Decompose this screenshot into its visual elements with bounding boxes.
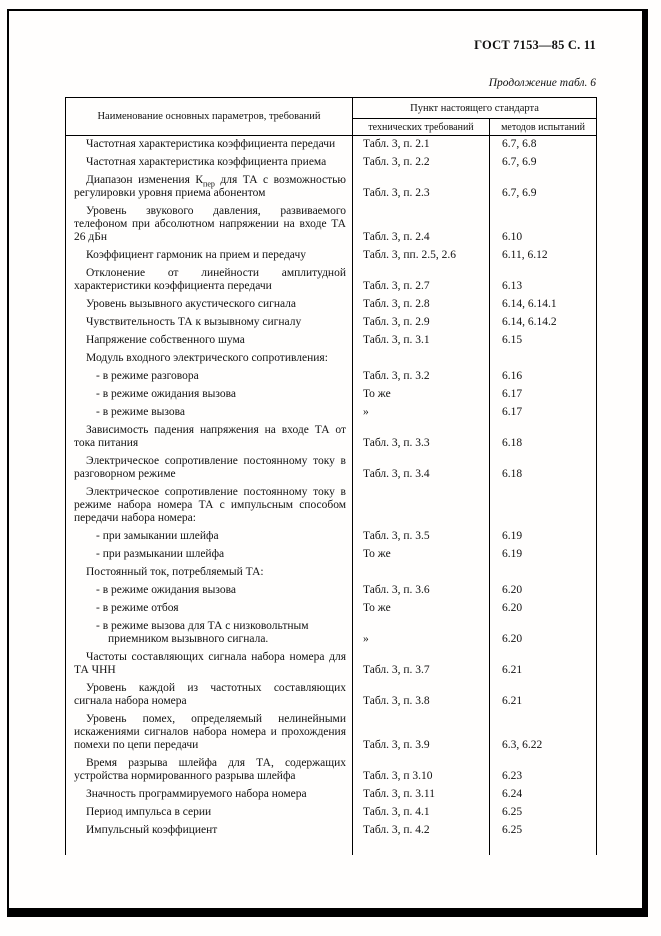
test-method-clause-cell: 6.17 — [490, 386, 597, 404]
param-name-cell: Частотная характеристика коэффициента приема — [66, 154, 353, 172]
test-method-clause-cell: 6.24 — [490, 786, 597, 804]
test-method-clause-cell: 6.7, 6.8 — [490, 136, 597, 155]
table-row — [66, 172, 597, 203]
table-row — [66, 649, 597, 680]
technical-requirement-clause-cell: Табл. 3, п. 3.11 — [353, 786, 490, 804]
table-row — [66, 600, 597, 618]
technical-requirement-clause-cell: Табл. 3, п. 4.1 — [353, 804, 490, 822]
param-name-cell: Напряжение собственного шума — [66, 332, 353, 350]
param-name-cell: Уровень звукового давления, развиваемого телефоном при абсолютном напряжении на входе ТА 26 дБн — [66, 203, 353, 247]
param-name-cell: - при размыкании шлейфа — [66, 546, 353, 564]
table-row — [66, 711, 597, 755]
param-name-cell: - в режиме ожидания вызова — [66, 386, 353, 404]
param-name-cell: - в режиме вызова — [66, 404, 353, 422]
table-filler-row — [66, 840, 597, 855]
param-name-cell: Период импульса в серии — [66, 804, 353, 822]
param-name-cell: Частотная характеристика коэффициента передачи — [66, 136, 353, 155]
technical-requirement-clause-cell: Табл. 3, п. 3.5 — [353, 528, 490, 546]
technical-requirement-clause-cell — [353, 564, 490, 582]
technical-requirement-clause-cell: Табл. 3, п. 2.9 — [353, 314, 490, 332]
technical-requirement-clause-cell: То же — [353, 600, 490, 618]
table-row — [66, 314, 597, 332]
test-method-clause-cell: 6.20 — [490, 582, 597, 600]
param-name-cell: - в режиме вызова для ТА с низковольтным приемником вызывного сигнала. — [66, 618, 353, 649]
param-name-cell: Импульсный коэффициент — [66, 822, 353, 840]
technical-requirement-clause-cell: Табл. 3, п. 2.3 — [353, 172, 490, 203]
technical-requirement-clause-cell: Табл. 3, п. 4.2 — [353, 822, 490, 840]
table-row — [66, 386, 597, 404]
table-row — [66, 804, 597, 822]
table-row — [66, 422, 597, 453]
param-name-cell: Коэффициент гармоник на прием и передачу — [66, 247, 353, 265]
test-method-clause-cell: 6.15 — [490, 332, 597, 350]
technical-requirement-clause-cell: » — [353, 404, 490, 422]
technical-requirement-clause-cell: Табл. 3, п. 2.4 — [353, 203, 490, 247]
param-name-cell: Уровень каждой из частотных составляющих сигнала набора номера — [66, 680, 353, 711]
column-header-standard-clause: Пункт настоящего стандарта — [353, 98, 597, 119]
table-row — [66, 154, 597, 172]
param-name-cell: Время разрыва шлейфа для ТА, содержащих устройства нормированного разрыва шлейфа — [66, 755, 353, 786]
test-method-clause-cell: 6.20 — [490, 600, 597, 618]
technical-requirement-clause-cell: Табл. 3, п. 2.1 — [353, 136, 490, 155]
filler-cell — [353, 840, 490, 855]
parameter-symbol-subscript: пер — [203, 179, 215, 189]
test-method-clause-cell: 6.25 — [490, 822, 597, 840]
param-name-cell: - в режиме отбоя — [66, 600, 353, 618]
table-row — [66, 296, 597, 314]
filler-cell — [490, 840, 597, 855]
test-method-clause-cell: 6.18 — [490, 453, 597, 484]
table-row — [66, 786, 597, 804]
table-row — [66, 136, 597, 155]
technical-requirement-clause-cell — [353, 350, 490, 368]
technical-requirement-clause-cell: Табл. 3, п 3.10 — [353, 755, 490, 786]
test-method-clause-cell: 6.19 — [490, 528, 597, 546]
parameters-table — [65, 97, 597, 855]
technical-requirement-clause-cell: Табл. 3, п. 3.9 — [353, 711, 490, 755]
column-header-parameter-name: Наименование основных параметров, требований — [66, 98, 353, 136]
table-row — [66, 680, 597, 711]
table-row — [66, 618, 597, 649]
test-method-clause-cell: 6.7, 6.9 — [490, 172, 597, 203]
test-method-clause-cell: 6.20 — [490, 618, 597, 649]
test-method-clause-cell — [490, 564, 597, 582]
param-name-cell: - в режиме разговора — [66, 368, 353, 386]
column-header-test-methods: методов испытаний — [490, 119, 597, 136]
test-method-clause-cell: 6.3, 6.22 — [490, 711, 597, 755]
technical-requirement-clause-cell: Табл. 3, п. 3.6 — [353, 582, 490, 600]
standard-reference: ГОСТ 7153—85 С. 11 — [474, 38, 596, 52]
technical-requirement-clause-cell: Табл. 3, п. 3.4 — [353, 453, 490, 484]
test-method-clause-cell: 6.21 — [490, 680, 597, 711]
technical-requirement-clause-cell: » — [353, 618, 490, 649]
param-name-cell: Уровень вызывного акустического сигнала — [66, 296, 353, 314]
table-row — [66, 265, 597, 296]
test-method-clause-cell: 6.25 — [490, 804, 597, 822]
param-name-cell: Чувствительность ТА к вызывному сигналу — [66, 314, 353, 332]
table-row — [66, 564, 597, 582]
column-header-technical-requirements: технических требований — [353, 119, 490, 136]
technical-requirement-clause-cell: Табл. 3, п. 2.2 — [353, 154, 490, 172]
test-method-clause-cell: 6.18 — [490, 422, 597, 453]
param-name-cell: Уровень помех, определяемый нелинейными искажениями сигналов набора номера и прохождения помехи по цепи передачи — [66, 711, 353, 755]
test-method-clause-cell — [490, 350, 597, 368]
param-name-cell: Значность программируемого набора номера — [66, 786, 353, 804]
param-name-cell: Постоянный ток, потребляемый ТА: — [66, 564, 353, 582]
test-method-clause-cell: 6.17 — [490, 404, 597, 422]
param-name-cell: Зависимость падения напряжения на входе ТА от тока питания — [66, 422, 353, 453]
technical-requirement-clause-cell: То же — [353, 386, 490, 404]
param-name-cell: Модуль входного электрического сопротивления: — [66, 350, 353, 368]
table-header-row — [66, 98, 597, 119]
param-name-cell: Отклонение от линейности амплитудной характеристики коэффициента передачи — [66, 265, 353, 296]
table-row — [66, 755, 597, 786]
technical-requirement-clause-cell: Табл. 3, п. 3.3 — [353, 422, 490, 453]
table-row — [66, 404, 597, 422]
table-row — [66, 484, 597, 528]
table-row — [66, 546, 597, 564]
technical-requirement-clause-cell: Табл. 3, п. 2.7 — [353, 265, 490, 296]
test-method-clause-cell: 6.7, 6.9 — [490, 154, 597, 172]
param-name-cell: Частоты составляющих сигнала набора номера для ТА ЧНН — [66, 649, 353, 680]
table-row — [66, 368, 597, 386]
table-header — [66, 98, 597, 136]
table-row — [66, 350, 597, 368]
technical-requirement-clause-cell: Табл. 3, п. 3.7 — [353, 649, 490, 680]
table-row — [66, 247, 597, 265]
table-row — [66, 582, 597, 600]
table-continuation-note: Продолжение табл. 6 — [488, 77, 596, 89]
technical-requirement-clause-cell — [353, 484, 490, 528]
technical-requirement-clause-cell: Табл. 3, п. 3.2 — [353, 368, 490, 386]
table-row — [66, 453, 597, 484]
technical-requirement-clause-cell: Табл. 3, п. 2.8 — [353, 296, 490, 314]
table-row — [66, 203, 597, 247]
param-name-cell: Электрическое сопротивление постоянному току в режиме набора номера ТА с импульсным способом передачи набора номера: — [66, 484, 353, 528]
test-method-clause-cell: 6.23 — [490, 755, 597, 786]
technical-requirement-clause-cell: То же — [353, 546, 490, 564]
table-row — [66, 332, 597, 350]
test-method-clause-cell: 6.13 — [490, 265, 597, 296]
param-name-cell: - в режиме ожидания вызова — [66, 582, 353, 600]
test-method-clause-cell: 6.11, 6.12 — [490, 247, 597, 265]
param-name-cell: - при замыкании шлейфа — [66, 528, 353, 546]
table-body — [66, 136, 597, 856]
table-row — [66, 528, 597, 546]
test-method-clause-cell: 6.21 — [490, 649, 597, 680]
test-method-clause-cell: 6.14, 6.14.1 — [490, 296, 597, 314]
technical-requirement-clause-cell: Табл. 3, п. 3.1 — [353, 332, 490, 350]
param-name-cell: Электрическое сопротивление постоянному току в разговорном режиме — [66, 453, 353, 484]
param-name-cell: Диапазон изменения $К_{пер}$ для ТА с возможностью регулировки уровня приема абонентом — [66, 172, 353, 203]
table-row — [66, 822, 597, 840]
test-method-clause-cell: 6.19 — [490, 546, 597, 564]
technical-requirement-clause-cell: Табл. 3, пп. 2.5, 2.6 — [353, 247, 490, 265]
technical-requirement-clause-cell: Табл. 3, п. 3.8 — [353, 680, 490, 711]
filler-cell — [66, 840, 353, 855]
test-method-clause-cell: 6.10 — [490, 203, 597, 247]
test-method-clause-cell: 6.14, 6.14.2 — [490, 314, 597, 332]
test-method-clause-cell: 6.16 — [490, 368, 597, 386]
test-method-clause-cell — [490, 484, 597, 528]
